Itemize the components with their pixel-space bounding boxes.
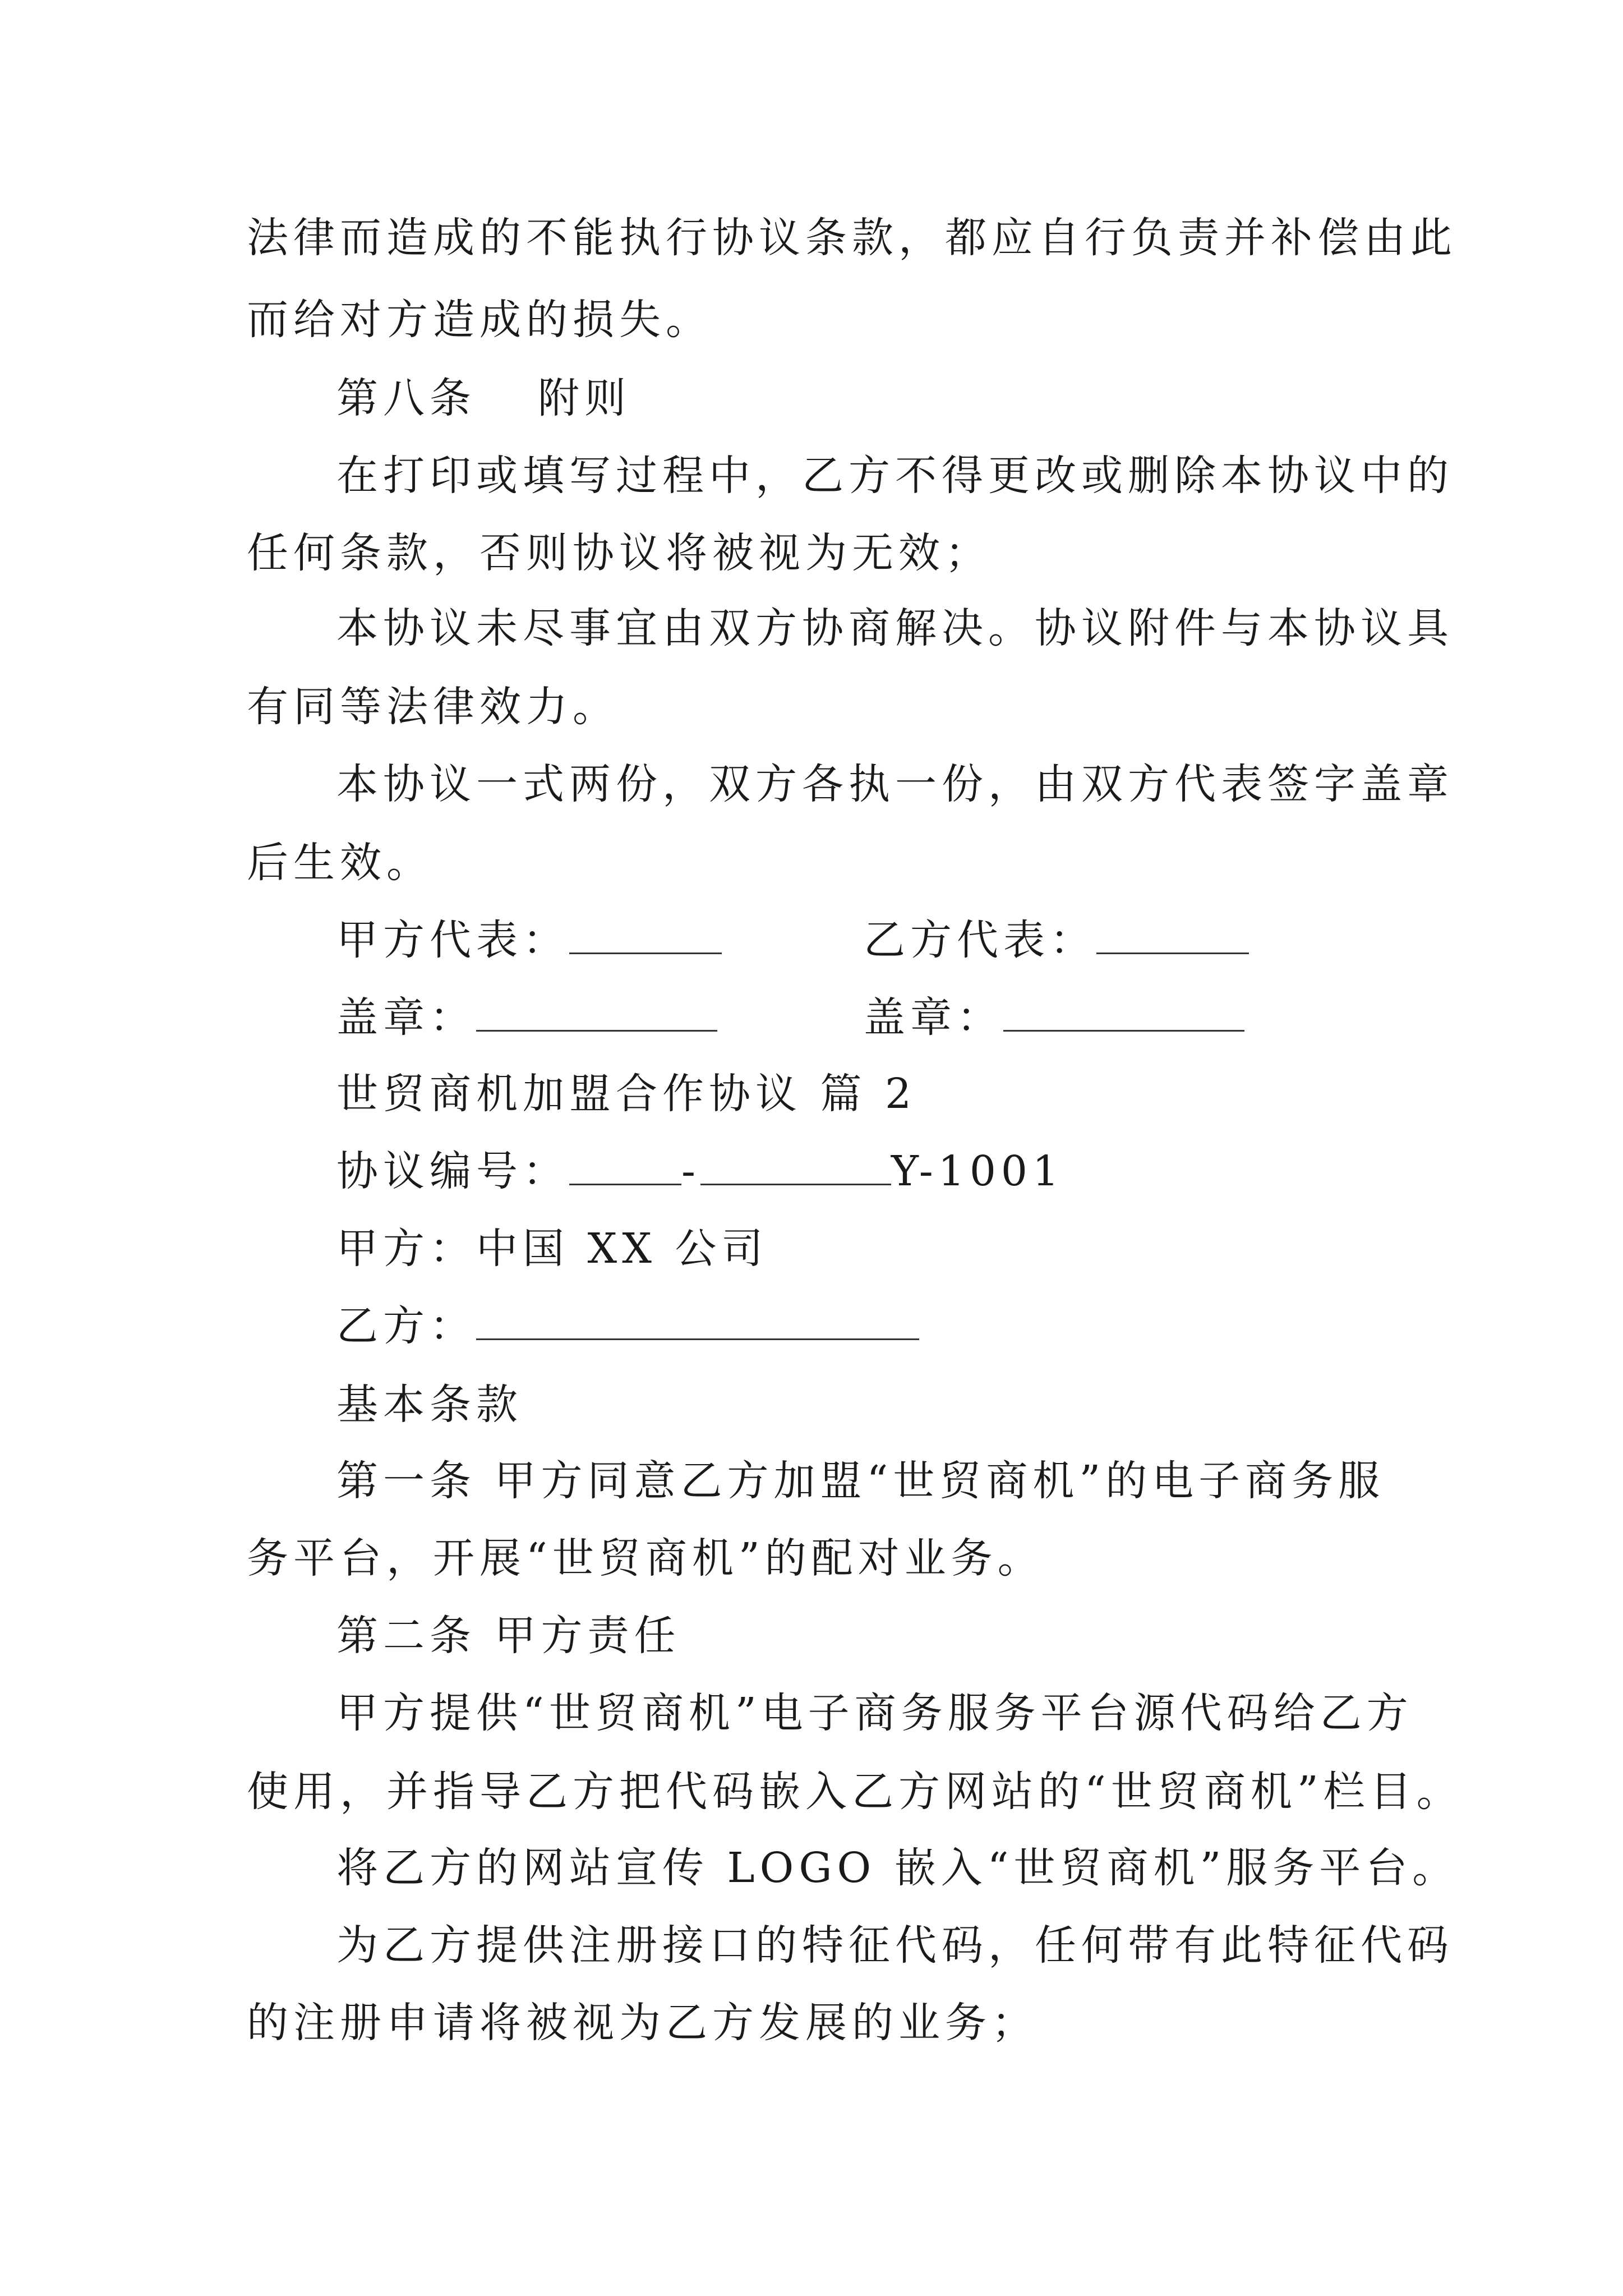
seal-b-label: 盖章： [864, 993, 1003, 1042]
party-a-rep-line [336, 913, 722, 967]
contract-number-label: 协议编号： [336, 1147, 569, 1195]
paragraph-line: 在打印或填写过程中，乙方不得更改或删除本协议中的 [336, 452, 1454, 500]
contract-number-line [336, 1144, 1064, 1198]
party-a-line: 甲方：中国 XX 公司 [336, 1225, 768, 1273]
paragraph-line: 本协议一式两份，双方各执一份，由双方代表签字盖章 [336, 760, 1454, 808]
party-b-blank[interactable] [476, 1304, 919, 1340]
party-b-rep-blank[interactable] [1096, 918, 1249, 954]
paragraph-line: 而给对方造成的损失。 [247, 296, 712, 344]
paragraph-line: 第一条 甲方同意乙方加盟“世贸商机”的电子商务服 [336, 1457, 1385, 1505]
section-2-title: 世贸商机加盟合作协议 篇 2 [336, 1070, 917, 1118]
contract-number-separator: - [681, 1147, 701, 1195]
article-8-title: 附则 [538, 374, 631, 422]
seal-a-label: 盖章： [336, 993, 476, 1042]
paragraph-line: 法律而造成的不能执行协议条款，都应自行负责并补偿由此 [247, 214, 1457, 262]
paragraph-line: 任何条款，否则协议将被视为无效； [247, 529, 992, 577]
paragraph-line: 为乙方提供注册接口的特征代码，任何带有此特征代码 [336, 1921, 1454, 1970]
paragraph-line: 将乙方的网站宣传 LOGO 嵌入“世贸商机”服务平台。 [336, 1844, 1459, 1892]
party-b-rep-line [864, 913, 1249, 967]
party-a-rep-label: 甲方代表： [336, 916, 569, 964]
paragraph-line: 本协议未尽事宜由双方协商解决。协议附件与本协议具 [336, 604, 1454, 652]
article-2-heading: 第二条 甲方责任 [336, 1612, 681, 1660]
seal-a-line [336, 991, 717, 1045]
paragraph-line: 务平台，开展“世贸商机”的配对业务。 [247, 1534, 1044, 1582]
contract-number-blank-1[interactable] [569, 1149, 681, 1185]
contract-number-suffix: Y-1001 [891, 1147, 1064, 1195]
paragraph-line: 使用，并指导乙方把代码嵌入乙方网站的“世贸商机”栏目。 [247, 1768, 1463, 1816]
paragraph-line: 有同等法律效力。 [247, 683, 619, 731]
party-b-label: 乙方： [336, 1302, 476, 1350]
party-b-line [336, 1299, 919, 1353]
article-8-number: 第八条 [336, 374, 476, 422]
contract-number-blank-2[interactable] [700, 1149, 891, 1185]
party-b-rep-label: 乙方代表： [864, 916, 1096, 964]
article-8-heading [336, 371, 631, 425]
paragraph-line: 甲方提供“世贸商机”电子商务服务平台源代码给乙方 [336, 1689, 1413, 1737]
basic-terms-heading: 基本条款 [336, 1381, 523, 1429]
seal-b-line [864, 991, 1244, 1045]
paragraph-line: 后生效。 [247, 839, 433, 887]
seal-b-blank[interactable] [1003, 995, 1244, 1032]
paragraph-line: 的注册申请将被视为乙方发展的业务； [247, 1999, 1038, 2047]
party-a-rep-blank[interactable] [569, 918, 722, 954]
seal-a-blank[interactable] [476, 995, 717, 1032]
